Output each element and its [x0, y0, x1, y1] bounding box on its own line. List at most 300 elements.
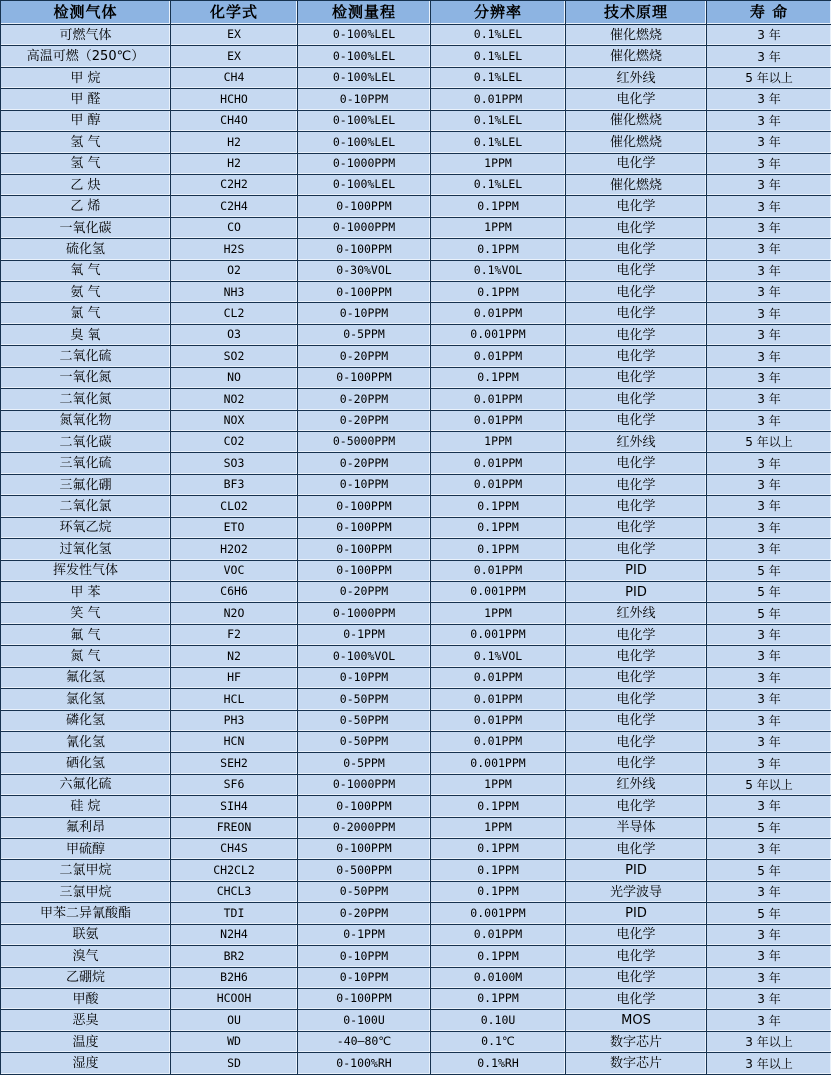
formula-cell: HCHO	[171, 89, 298, 110]
gas-cell: 可燃气体	[1, 25, 171, 46]
table-row	[1, 346, 831, 367]
gas-cell: 氨 气	[1, 282, 171, 303]
res-cell: 0.1PPM	[431, 796, 566, 817]
life-cell: 3 年	[707, 731, 831, 752]
life-cell: 3 年	[707, 1010, 831, 1031]
range-cell: 0-1000PPM	[298, 217, 431, 238]
gas-cell: 甲苯二异氰酸酯	[1, 903, 171, 924]
life-cell: 3 年	[707, 474, 831, 495]
principle-cell: 电化学	[566, 710, 707, 731]
res-cell: 0.1%LEL	[431, 174, 566, 195]
table-row	[1, 453, 831, 474]
principle-cell: 电化学	[566, 89, 707, 110]
principle-cell: 电化学	[566, 410, 707, 431]
range-cell: 0-100%LEL	[298, 67, 431, 88]
table-row	[1, 603, 831, 624]
range-cell: 0-100PPM	[298, 496, 431, 517]
res-cell: 0.0100M	[431, 967, 566, 988]
formula-cell: SF6	[171, 774, 298, 795]
table-row	[1, 67, 831, 88]
range-cell: 0-100PPM	[298, 196, 431, 217]
res-cell: 0.1PPM	[431, 881, 566, 902]
formula-cell: SEH2	[171, 753, 298, 774]
formula-cell: N2	[171, 646, 298, 667]
col-header-life: 寿 命	[707, 1, 831, 25]
col-header-formula: 化学式	[171, 1, 298, 25]
formula-cell: HCOOH	[171, 988, 298, 1009]
table-row	[1, 731, 831, 752]
range-cell: 0-1PPM	[298, 624, 431, 645]
life-cell: 3 年	[707, 753, 831, 774]
res-cell: 0.1PPM	[431, 988, 566, 1009]
table-row	[1, 110, 831, 131]
formula-cell: B2H6	[171, 967, 298, 988]
res-cell: 0.01PPM	[431, 346, 566, 367]
life-cell: 3 年	[707, 967, 831, 988]
formula-cell: WD	[171, 1031, 298, 1052]
gas-cell: 氢 气	[1, 153, 171, 174]
gas-cell: 二氧化硫	[1, 346, 171, 367]
range-cell: 0-10PPM	[298, 667, 431, 688]
gas-cell: 磷化氢	[1, 710, 171, 731]
life-cell: 3 年以上	[707, 1053, 831, 1075]
res-cell: 0.01PPM	[431, 667, 566, 688]
principle-cell: 电化学	[566, 539, 707, 560]
res-cell: 0.1PPM	[431, 196, 566, 217]
range-cell: 0-50PPM	[298, 731, 431, 752]
formula-cell: NH3	[171, 282, 298, 303]
principle-cell: 催化燃烧	[566, 46, 707, 67]
gas-cell: 笑 气	[1, 603, 171, 624]
gas-cell: 六氟化硫	[1, 774, 171, 795]
table-row	[1, 239, 831, 260]
range-cell: 0-100PPM	[298, 367, 431, 388]
gas-cell: 氧 气	[1, 260, 171, 281]
gas-cell: 二氧化氯	[1, 496, 171, 517]
formula-cell: OU	[171, 1010, 298, 1031]
principle-cell: 电化学	[566, 731, 707, 752]
table-row	[1, 46, 831, 67]
res-cell: 0.01PPM	[431, 453, 566, 474]
gas-cell: 三氧化硫	[1, 453, 171, 474]
res-cell: 0.1%VOL	[431, 646, 566, 667]
life-cell: 3 年	[707, 217, 831, 238]
table-row	[1, 581, 831, 602]
range-cell: 0-1000PPM	[298, 603, 431, 624]
gas-cell: 氮 气	[1, 646, 171, 667]
gas-cell: 氢 气	[1, 132, 171, 153]
range-cell: 0-10PPM	[298, 946, 431, 967]
range-cell: 0-5000PPM	[298, 432, 431, 453]
principle-cell: 光学波导	[566, 881, 707, 902]
gas-cell: 乙 炔	[1, 174, 171, 195]
table-row	[1, 474, 831, 495]
life-cell: 3 年	[707, 410, 831, 431]
formula-cell: NO	[171, 367, 298, 388]
table-row	[1, 389, 831, 410]
range-cell: 0-100PPM	[298, 839, 431, 860]
formula-cell: O3	[171, 324, 298, 345]
col-header-res: 分辨率	[431, 1, 566, 25]
life-cell: 3 年	[707, 174, 831, 195]
range-cell: 0-100%LEL	[298, 132, 431, 153]
principle-cell: 电化学	[566, 303, 707, 324]
formula-cell: C2H4	[171, 196, 298, 217]
gas-cell: 过氧化氢	[1, 539, 171, 560]
range-cell: 0-1000PPM	[298, 153, 431, 174]
table-row	[1, 1010, 831, 1031]
table-row	[1, 410, 831, 431]
life-cell: 3 年	[707, 453, 831, 474]
principle-cell: 电化学	[566, 667, 707, 688]
table-header	[1, 1, 831, 25]
table-row	[1, 710, 831, 731]
life-cell: 3 年	[707, 517, 831, 538]
formula-cell: ETO	[171, 517, 298, 538]
formula-cell: C2H2	[171, 174, 298, 195]
formula-cell: H2	[171, 153, 298, 174]
formula-cell: CH4S	[171, 839, 298, 860]
gas-cell: 硅 烷	[1, 796, 171, 817]
principle-cell: 电化学	[566, 239, 707, 260]
range-cell: 0-1000PPM	[298, 774, 431, 795]
res-cell: 0.1PPM	[431, 517, 566, 538]
range-cell: 0-100PPM	[298, 539, 431, 560]
formula-cell: BR2	[171, 946, 298, 967]
formula-cell: CLO2	[171, 496, 298, 517]
res-cell: 1PPM	[431, 774, 566, 795]
principle-cell: MOS	[566, 1010, 707, 1031]
res-cell: 0.001PPM	[431, 581, 566, 602]
life-cell: 5 年以上	[707, 432, 831, 453]
formula-cell: EX	[171, 46, 298, 67]
life-cell: 3 年	[707, 946, 831, 967]
gas-cell: 氟化氢	[1, 667, 171, 688]
range-cell: 0-20PPM	[298, 346, 431, 367]
life-cell: 3 年	[707, 710, 831, 731]
principle-cell: 电化学	[566, 988, 707, 1009]
range-cell: 0-20PPM	[298, 453, 431, 474]
formula-cell: SD	[171, 1053, 298, 1075]
principle-cell: 催化燃烧	[566, 174, 707, 195]
table-row	[1, 539, 831, 560]
formula-cell: NOX	[171, 410, 298, 431]
range-cell: 0-10PPM	[298, 89, 431, 110]
principle-cell: 电化学	[566, 153, 707, 174]
table-row	[1, 946, 831, 967]
res-cell: 0.1%VOL	[431, 260, 566, 281]
res-cell: 0.1%LEL	[431, 46, 566, 67]
gas-cell: 氯 气	[1, 303, 171, 324]
principle-cell: 电化学	[566, 324, 707, 345]
table-row	[1, 924, 831, 945]
life-cell: 3 年	[707, 46, 831, 67]
gas-cell: 甲 烷	[1, 67, 171, 88]
formula-cell: CO2	[171, 432, 298, 453]
res-cell: 0.1%LEL	[431, 67, 566, 88]
gas-cell: 乙硼烷	[1, 967, 171, 988]
life-cell: 3 年	[707, 239, 831, 260]
principle-cell: PID	[566, 581, 707, 602]
res-cell: 0.1%LEL	[431, 25, 566, 46]
range-cell: 0-30%VOL	[298, 260, 431, 281]
range-cell: 0-100PPM	[298, 517, 431, 538]
gas-cell: 硒化氢	[1, 753, 171, 774]
principle-cell: 催化燃烧	[566, 132, 707, 153]
res-cell: 1PPM	[431, 603, 566, 624]
formula-cell: PH3	[171, 710, 298, 731]
res-cell: 0.01PPM	[431, 410, 566, 431]
table-row	[1, 496, 831, 517]
gas-cell: 三氯甲烷	[1, 881, 171, 902]
table-body	[1, 25, 831, 1075]
formula-cell: TDI	[171, 903, 298, 924]
res-cell: 0.01PPM	[431, 474, 566, 495]
table-row	[1, 282, 831, 303]
life-cell: 3 年	[707, 924, 831, 945]
res-cell: 0.1PPM	[431, 367, 566, 388]
table-row	[1, 689, 831, 710]
gas-cell: 甲 醇	[1, 110, 171, 131]
col-header-range: 检测量程	[298, 1, 431, 25]
col-header-gas: 检测气体	[1, 1, 171, 25]
life-cell: 3 年	[707, 689, 831, 710]
range-cell: 0-100PPM	[298, 282, 431, 303]
principle-cell: 电化学	[566, 196, 707, 217]
life-cell: 5 年	[707, 581, 831, 602]
res-cell: 0.001PPM	[431, 324, 566, 345]
principle-cell: 电化学	[566, 967, 707, 988]
gas-cell: 二氯甲烷	[1, 860, 171, 881]
life-cell: 3 年	[707, 25, 831, 46]
range-cell: 0-100PPM	[298, 796, 431, 817]
table-row	[1, 560, 831, 581]
life-cell: 5 年	[707, 903, 831, 924]
life-cell: 3 年以上	[707, 1031, 831, 1052]
range-cell: 0-10PPM	[298, 474, 431, 495]
life-cell: 3 年	[707, 196, 831, 217]
principle-cell: PID	[566, 860, 707, 881]
res-cell: 0.1PPM	[431, 946, 566, 967]
principle-cell: 电化学	[566, 689, 707, 710]
table-row	[1, 860, 831, 881]
range-cell: 0-500PPM	[298, 860, 431, 881]
principle-cell: PID	[566, 560, 707, 581]
life-cell: 3 年	[707, 624, 831, 645]
gas-cell: 氯化氢	[1, 689, 171, 710]
gas-cell: 甲硫醇	[1, 839, 171, 860]
formula-cell: HCL	[171, 689, 298, 710]
gas-cell: 甲 苯	[1, 581, 171, 602]
life-cell: 3 年	[707, 496, 831, 517]
range-cell: 0-20PPM	[298, 903, 431, 924]
table-row	[1, 839, 831, 860]
principle-cell: 半导体	[566, 817, 707, 838]
table-row	[1, 367, 831, 388]
res-cell: 1PPM	[431, 432, 566, 453]
formula-cell: SO2	[171, 346, 298, 367]
formula-cell: CL2	[171, 303, 298, 324]
formula-cell: NO2	[171, 389, 298, 410]
range-cell: 0-100%LEL	[298, 25, 431, 46]
principle-cell: 电化学	[566, 517, 707, 538]
life-cell: 5 年以上	[707, 774, 831, 795]
formula-cell: CH4O	[171, 110, 298, 131]
gas-cell: 一氧化氮	[1, 367, 171, 388]
table-row	[1, 753, 831, 774]
life-cell: 5 年	[707, 560, 831, 581]
life-cell: 3 年	[707, 346, 831, 367]
formula-cell: HF	[171, 667, 298, 688]
life-cell: 5 年	[707, 817, 831, 838]
table-row	[1, 796, 831, 817]
table-row	[1, 174, 831, 195]
principle-cell: 红外线	[566, 603, 707, 624]
formula-cell: H2S	[171, 239, 298, 260]
range-cell: 0-20PPM	[298, 389, 431, 410]
gas-cell: 氟利昂	[1, 817, 171, 838]
formula-cell: F2	[171, 624, 298, 645]
table-row	[1, 25, 831, 46]
life-cell: 3 年	[707, 796, 831, 817]
gas-cell: 臭 氧	[1, 324, 171, 345]
table-row	[1, 667, 831, 688]
life-cell: 3 年	[707, 881, 831, 902]
res-cell: 0.1PPM	[431, 496, 566, 517]
table-row	[1, 1053, 831, 1075]
life-cell: 3 年	[707, 367, 831, 388]
principle-cell: 电化学	[566, 282, 707, 303]
gas-cell: 甲酸	[1, 988, 171, 1009]
life-cell: 3 年	[707, 282, 831, 303]
res-cell: 0.1PPM	[431, 860, 566, 881]
res-cell: 0.1PPM	[431, 539, 566, 560]
gas-cell: 氰化氢	[1, 731, 171, 752]
range-cell: 0-50PPM	[298, 689, 431, 710]
table-row	[1, 1031, 831, 1052]
formula-cell: O2	[171, 260, 298, 281]
range-cell: 0-100PPM	[298, 239, 431, 260]
formula-cell: N2H4	[171, 924, 298, 945]
gas-cell: 乙 烯	[1, 196, 171, 217]
table-row	[1, 967, 831, 988]
table-row	[1, 646, 831, 667]
life-cell: 3 年	[707, 646, 831, 667]
table-row	[1, 132, 831, 153]
res-cell: 0.001PPM	[431, 624, 566, 645]
res-cell: 0.01PPM	[431, 710, 566, 731]
life-cell: 3 年	[707, 988, 831, 1009]
gas-cell: 一氧化碳	[1, 217, 171, 238]
table-row	[1, 89, 831, 110]
principle-cell: 数字芯片	[566, 1031, 707, 1052]
table-row	[1, 324, 831, 345]
principle-cell: 电化学	[566, 946, 707, 967]
life-cell: 3 年	[707, 539, 831, 560]
res-cell: 0.1PPM	[431, 282, 566, 303]
range-cell: 0-100%RH	[298, 1053, 431, 1075]
formula-cell: CH2CL2	[171, 860, 298, 881]
gas-cell: 氮氧化物	[1, 410, 171, 431]
range-cell: 0-5PPM	[298, 324, 431, 345]
table-row	[1, 903, 831, 924]
table-row	[1, 196, 831, 217]
principle-cell: 电化学	[566, 924, 707, 945]
gas-cell: 挥发性气体	[1, 560, 171, 581]
formula-cell: HCN	[171, 731, 298, 752]
gas-cell: 硫化氢	[1, 239, 171, 260]
life-cell: 5 年	[707, 603, 831, 624]
range-cell: 0-10PPM	[298, 303, 431, 324]
gas-cell: 氟 气	[1, 624, 171, 645]
formula-cell: EX	[171, 25, 298, 46]
res-cell: 0.01PPM	[431, 560, 566, 581]
life-cell: 3 年	[707, 153, 831, 174]
res-cell: 0.1PPM	[431, 239, 566, 260]
range-cell: 0-20PPM	[298, 581, 431, 602]
table-row	[1, 517, 831, 538]
life-cell: 5 年	[707, 860, 831, 881]
gas-cell: 环氧乙烷	[1, 517, 171, 538]
life-cell: 3 年	[707, 324, 831, 345]
life-cell: 3 年	[707, 110, 831, 131]
res-cell: 0.01PPM	[431, 924, 566, 945]
table-row	[1, 260, 831, 281]
formula-cell: SIH4	[171, 796, 298, 817]
life-cell: 3 年	[707, 303, 831, 324]
range-cell: 0-100%VOL	[298, 646, 431, 667]
col-header-principle: 技术原理	[566, 1, 707, 25]
principle-cell: 电化学	[566, 217, 707, 238]
life-cell: 3 年	[707, 89, 831, 110]
res-cell: 0.10U	[431, 1010, 566, 1031]
res-cell: 1PPM	[431, 217, 566, 238]
life-cell: 3 年	[707, 260, 831, 281]
gas-cell: 湿度	[1, 1053, 171, 1075]
res-cell: 0.001PPM	[431, 903, 566, 924]
gas-cell: 三氟化硼	[1, 474, 171, 495]
res-cell: 0.01PPM	[431, 389, 566, 410]
principle-cell: 催化燃烧	[566, 25, 707, 46]
range-cell: 0-50PPM	[298, 881, 431, 902]
table-row	[1, 988, 831, 1009]
range-cell: 0-5PPM	[298, 753, 431, 774]
formula-cell: N2O	[171, 603, 298, 624]
res-cell: 0.01PPM	[431, 731, 566, 752]
res-cell: 0.001PPM	[431, 753, 566, 774]
formula-cell: CHCL3	[171, 881, 298, 902]
range-cell: -40—80℃	[298, 1031, 431, 1052]
principle-cell: 红外线	[566, 432, 707, 453]
life-cell: 3 年	[707, 132, 831, 153]
principle-cell: 电化学	[566, 753, 707, 774]
formula-cell: CO	[171, 217, 298, 238]
principle-cell: 红外线	[566, 67, 707, 88]
table-row	[1, 624, 831, 645]
gas-cell: 溴气	[1, 946, 171, 967]
range-cell: 0-100%LEL	[298, 46, 431, 67]
table-row	[1, 881, 831, 902]
res-cell: 0.1%LEL	[431, 132, 566, 153]
principle-cell: 红外线	[566, 774, 707, 795]
table-row	[1, 432, 831, 453]
principle-cell: 数字芯片	[566, 1053, 707, 1075]
gas-cell: 高温可燃（250℃）	[1, 46, 171, 67]
formula-cell: SO3	[171, 453, 298, 474]
life-cell: 3 年	[707, 667, 831, 688]
formula-cell: BF3	[171, 474, 298, 495]
principle-cell: 催化燃烧	[566, 110, 707, 131]
